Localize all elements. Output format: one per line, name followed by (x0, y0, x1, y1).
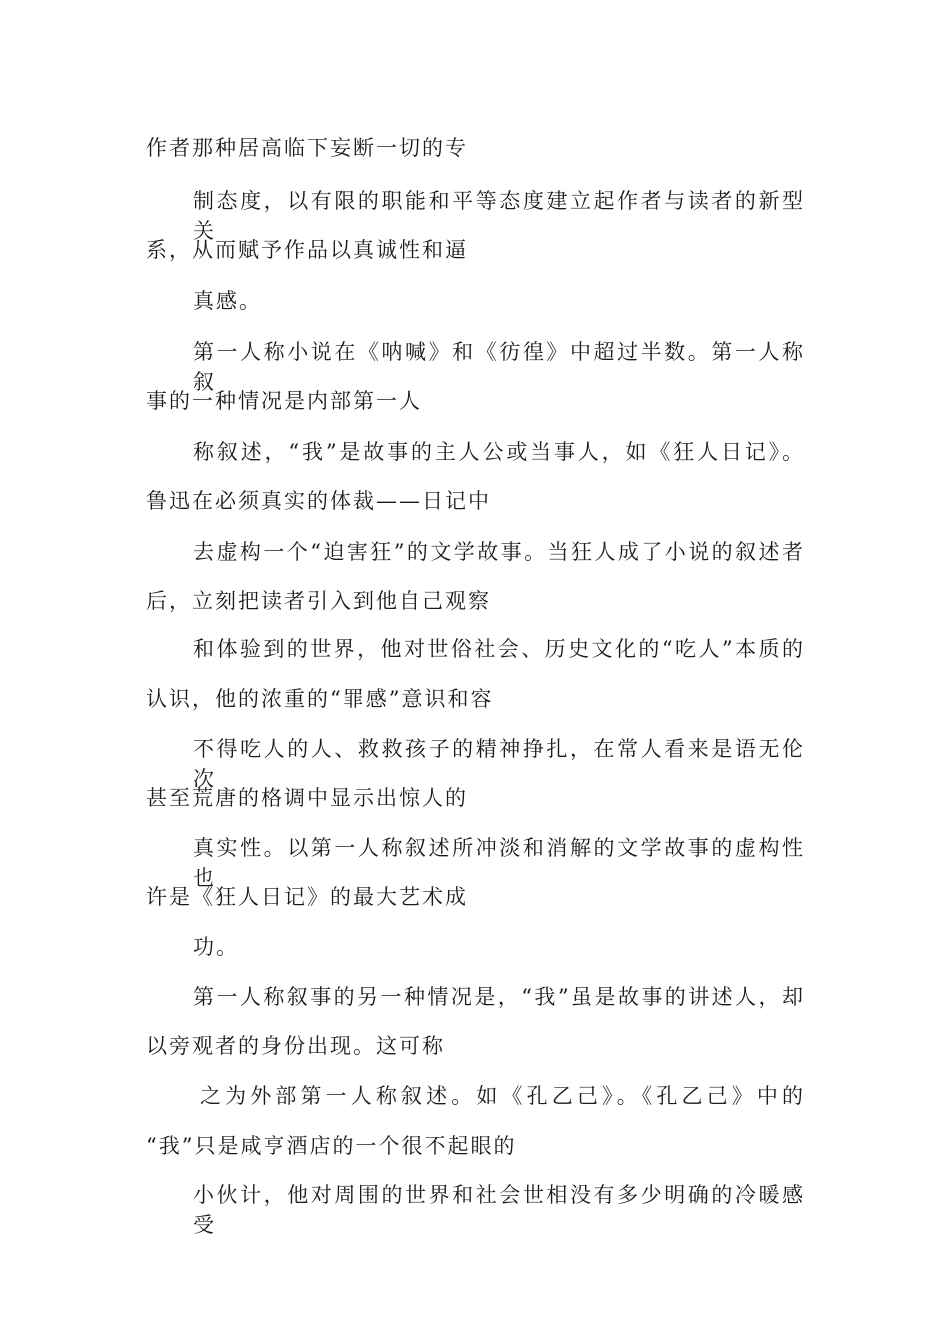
text-line: 事的一种情况是内部第一人 (146, 389, 422, 413)
text-line: 作者那种居高临下妄断一切的专 (146, 136, 468, 160)
text-line: 鲁迅在必须真实的体裁——日记中 (146, 489, 491, 513)
text-line: 真实性。以第一人称叙述所冲淡和消解的文学故事的虚构性也 (193, 836, 805, 890)
text-line: 第一人称叙事的另一种情况是，“我”虽是故事的讲述人，却 (193, 985, 805, 1009)
text-line: 系，从而赋予作品以真诚性和逼 (146, 238, 468, 262)
text-line: 小伙计，他对周围的世界和社会世相没有多少明确的冷暖感受 (193, 1183, 805, 1237)
text-line: 认识，他的浓重的“罪感”意识和容 (146, 687, 494, 711)
text-line: 许是《狂人日记》的最大艺术成 (146, 885, 468, 909)
text-line: 第一人称小说在《呐喊》和《彷徨》中超过半数。第一人称叙 (193, 340, 805, 394)
text-line: 功。 (193, 935, 239, 959)
text-line: 称叙述，“我”是故事的主人公或当事人，如《狂人日记》。 (193, 440, 805, 464)
text-line: 去虚构一个“迫害狂”的文学故事。当狂人成了小说的叙述者 (193, 540, 805, 564)
text-line: 不得吃人的人、救救孩子的精神挣扎，在常人看来是语无伦次 (193, 737, 805, 791)
text-line: 和体验到的世界，他对世俗社会、历史文化的“吃人”本质的 (193, 637, 805, 661)
text-line: 之为外部第一人称叙述。如《孔乙己》。《孔乙己》中的 (200, 1084, 805, 1108)
text-line: 真感。 (193, 289, 262, 313)
text-line: “我”只是咸亨酒店的一个很不起眼的 (146, 1134, 517, 1158)
text-line: 以旁观者的身份出现。这可称 (146, 1034, 445, 1058)
text-line: 制态度，以有限的职能和平等态度建立起作者与读者的新型关 (193, 189, 805, 243)
text-line: 后，立刻把读者引入到他自己观察 (146, 589, 491, 613)
text-line: 甚至荒唐的格调中显示出惊人的 (146, 786, 468, 810)
